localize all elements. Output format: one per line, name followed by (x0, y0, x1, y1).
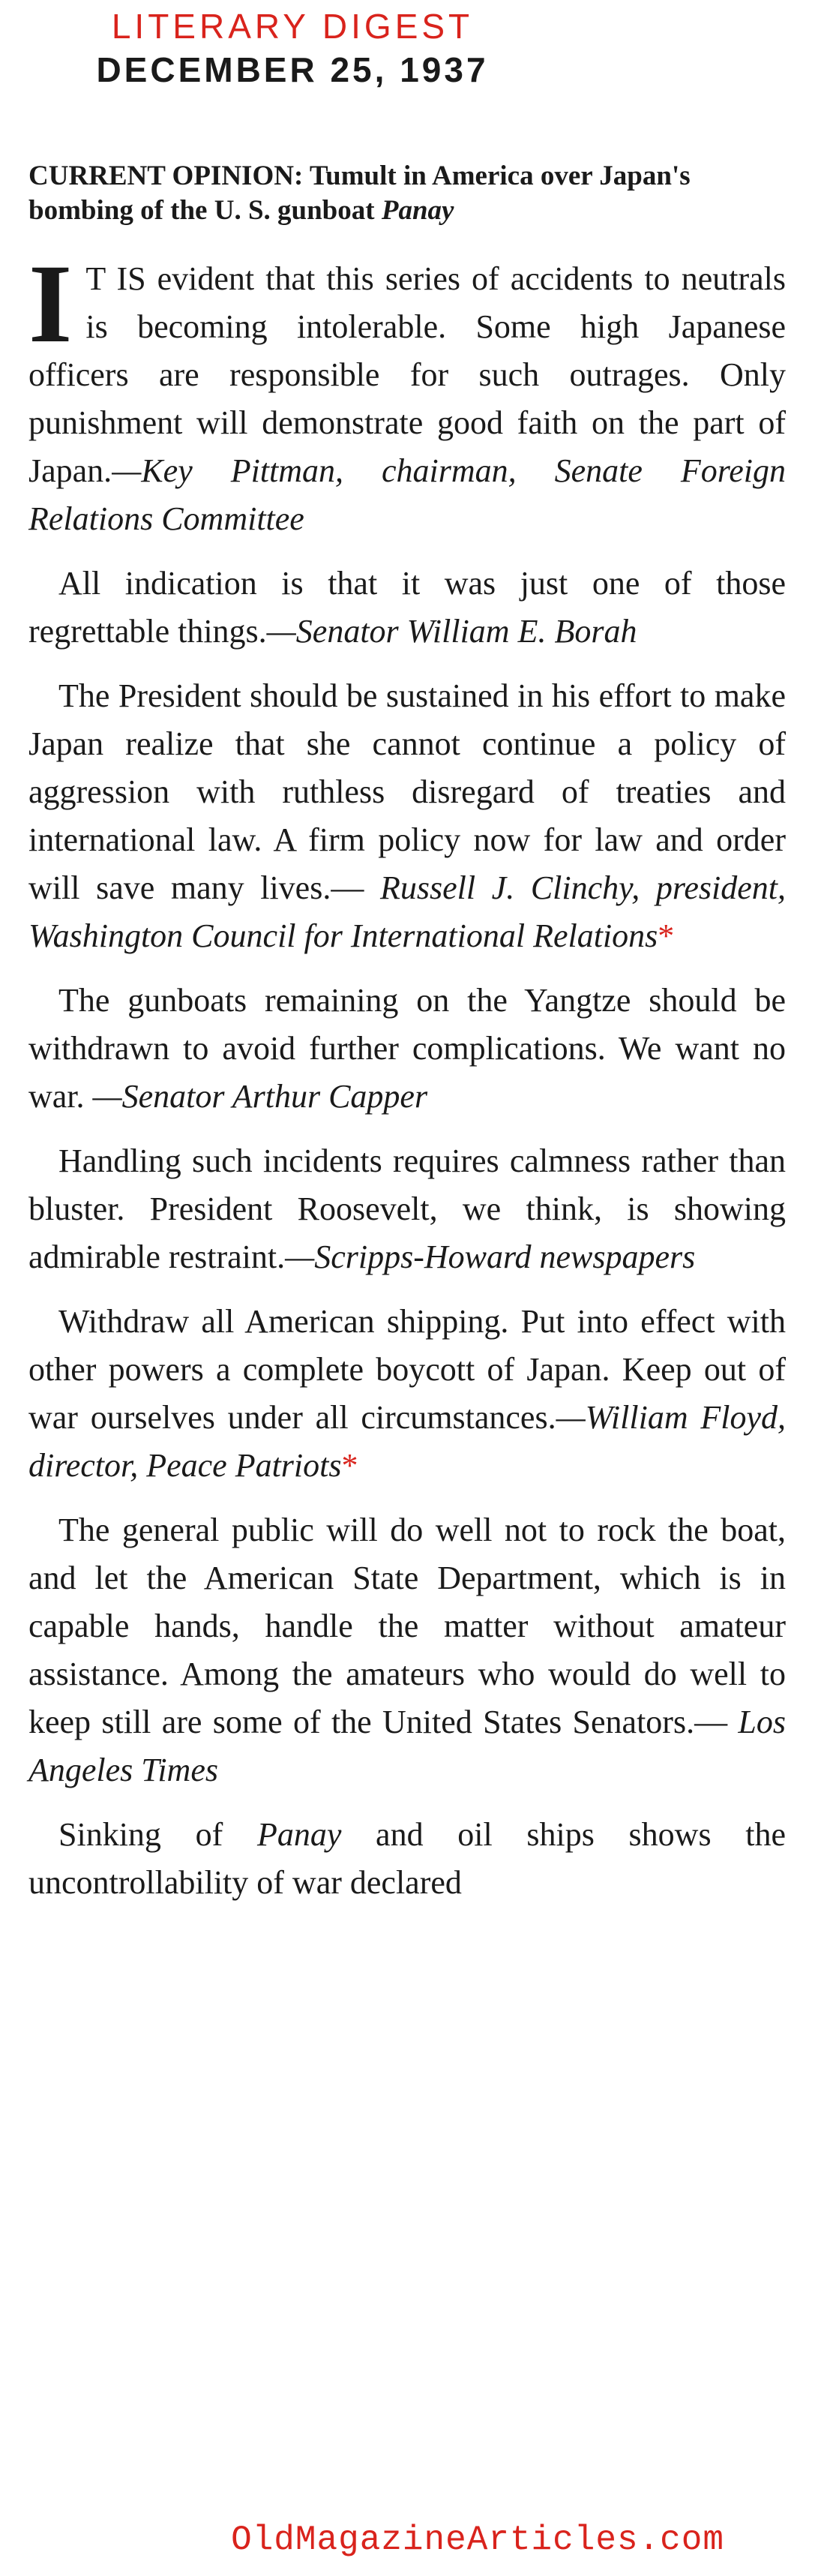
quote-attribution: —Scripps-Howard newspapers (285, 1238, 696, 1275)
headline-lead: CURRENT OPINION: Tumult in America over Japan's bombing of the U. S. gunboat (28, 161, 691, 226)
ship-name: Panay (256, 1816, 342, 1853)
quote-text: The general public will do well not to rock the boat, and let the American State Department, which is in capable hands, handle the matter without amateur assistance. Among the amateurs who would do well to keep still are some of the United States Senators.— (28, 1512, 786, 1740)
quote-paragraph (28, 242, 786, 543)
quote-paragraph (28, 1137, 786, 1281)
footnote-asterisk: * (341, 1447, 358, 1484)
quote-paragraph (28, 1811, 786, 1907)
quote-text: and oil ships shows the uncontrollability of war declared (28, 1816, 787, 1901)
drop-cap: I (28, 242, 73, 366)
masthead (0, 5, 585, 92)
quote-text: The President should be sustained in his effort to make Japan realize that she cannot continue a policy of aggression with ruthless disregard of treaties and international law. A firm policy now for law and order will save many lives.— (28, 677, 786, 906)
quote-text: T IS evident that this series of accidents to neutrals is becoming intolerable. Some high Japanese officers are responsible for such outrages. Only punishment will demonstrate good faith on the part of Japan. (28, 260, 786, 489)
article-body (28, 242, 787, 1923)
issue-date: DECEMBER 25, 1937 (96, 50, 489, 89)
headline-ship-name: Panay (381, 195, 454, 226)
quote-text: Withdraw all American shipping. Put into effect with other powers a complete boycott of Japan. Keep out of war ourselves under all circumstances. (28, 1303, 786, 1436)
quote-paragraph (28, 1298, 786, 1490)
quote-attribution: Russell J. Clinchy, president, Washington Council for International Relations (28, 869, 786, 954)
quote-attribution: —Senator William E. Borah (266, 613, 637, 650)
quote-attribution: —Key Pittman, chairman, Senate Foreign Relations Committee (28, 452, 786, 537)
quote-paragraph (28, 1506, 786, 1794)
quote-attribution: —William Floyd, director, Peace Patriots (28, 1399, 786, 1484)
quote-attribution: Los Angeles Times (28, 1704, 786, 1788)
quote-attribution: —Senator Arthur Capper (92, 1078, 428, 1115)
quote-paragraph (28, 977, 786, 1121)
quote-text: Handling such incidents requires calmness rather than bluster. President Roosevelt, we think, is showing admirable restraint. (28, 1142, 786, 1275)
quote-paragraph (28, 672, 786, 960)
quote-text: All indication is that it was just one of those regrettable things. (28, 565, 786, 650)
magazine-title: LITERARY DIGEST (111, 7, 474, 46)
source-watermark: OldMagazineArticles.com (231, 2520, 724, 2559)
article-headline (28, 159, 801, 228)
footnote-asterisk: * (658, 917, 675, 954)
quote-text: Sinking of (58, 1816, 223, 1853)
quote-text: The gunboats remaining on the Yangtze should be withdrawn to avoid further complications. We want no war. (28, 982, 786, 1115)
quote-paragraph (28, 560, 786, 656)
